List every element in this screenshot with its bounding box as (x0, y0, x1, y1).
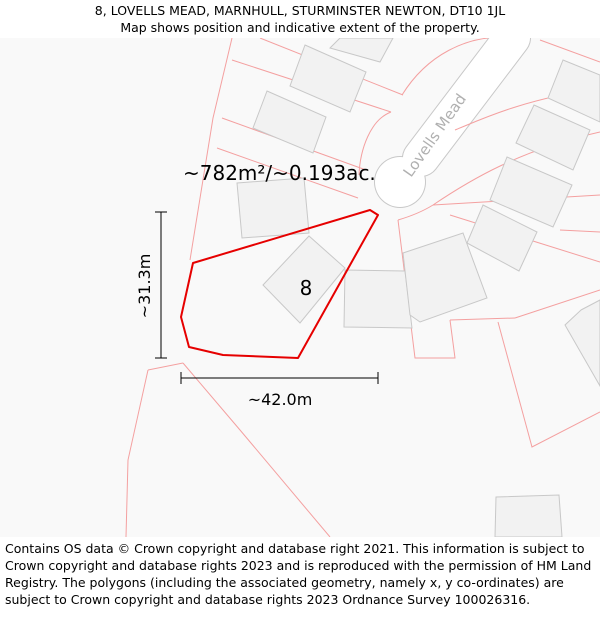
building (330, 38, 393, 62)
height-dimension-line (155, 212, 167, 358)
area-label: ~782m²/~0.193ac. (183, 161, 376, 185)
width-dimension-line (181, 372, 378, 384)
building (565, 300, 600, 386)
plot-number-label: 8 (299, 276, 313, 300)
height-dimension-label: ~31.3m (135, 253, 154, 319)
road-name-label: Lovells Mead (399, 90, 471, 181)
width-dimension-label: ~42.0m (247, 390, 313, 409)
building (516, 105, 590, 170)
map-subtitle: Map shows position and indicative extent of the property. (120, 20, 480, 35)
map-canvas[interactable] (0, 38, 600, 537)
property-address: 8, LOVELLS MEAD, MARNHULL, STURMINSTER NEWTON, DT10 1JL (94, 3, 506, 18)
buildings (237, 38, 600, 537)
building (495, 495, 562, 537)
building (548, 60, 600, 122)
building (344, 270, 412, 328)
attribution-text: Contains OS data © Crown copyright and database right 2021. This information is subject to Crown copyright and database rights 2023 and is reproduced with the permission of HM Land Registry. The polygons (including the associated geometry, namely x, y co-ordinates) are subject to Crown copyright and database rights 2023 Ordnance Survey 100026316. (5, 541, 592, 607)
map-svg (0, 38, 600, 537)
map-header (0, 0, 600, 38)
building (253, 91, 326, 153)
building (237, 178, 309, 238)
